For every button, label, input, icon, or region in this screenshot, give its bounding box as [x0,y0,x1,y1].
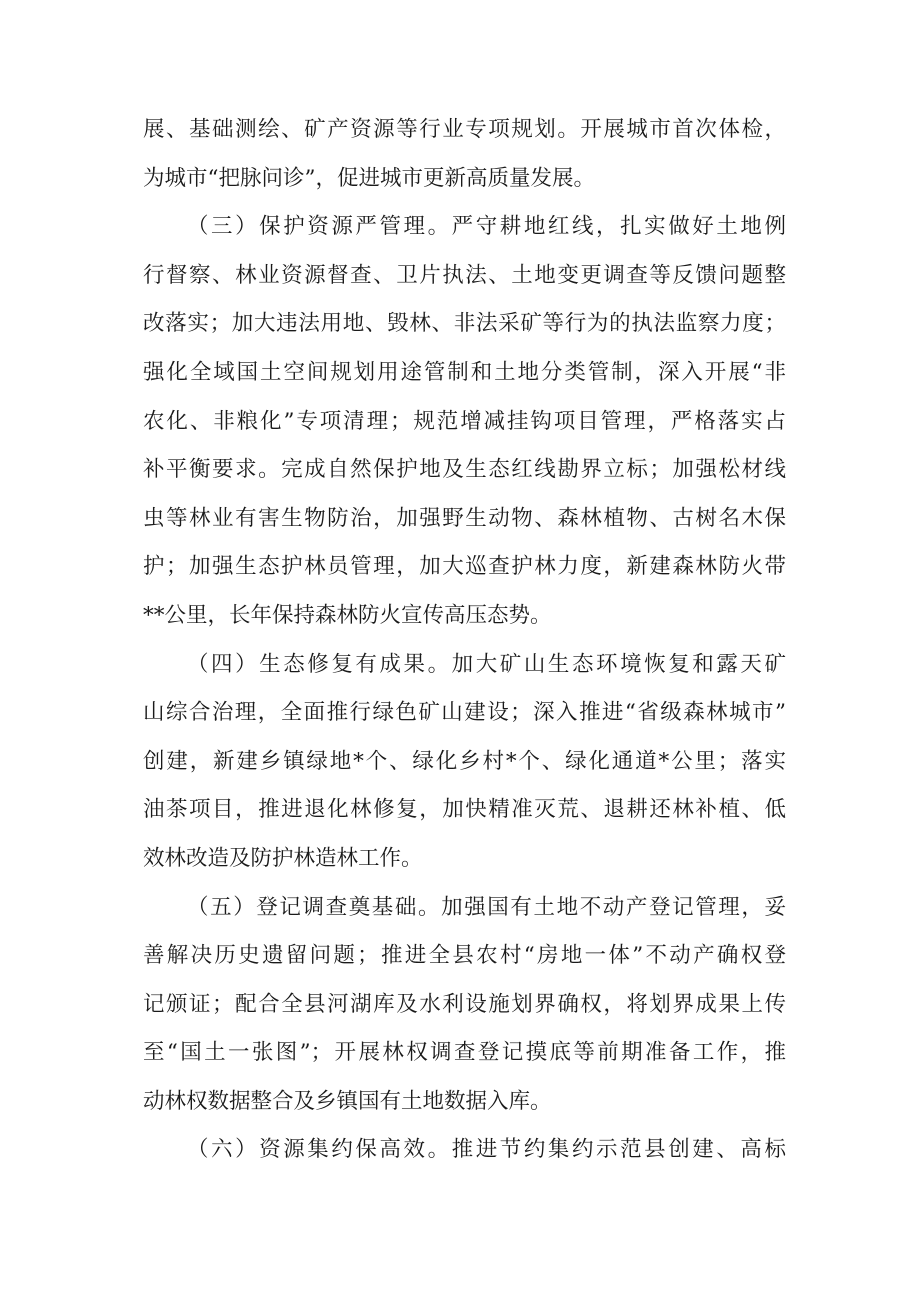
section-heading-line: （三）保护资源严管理。严守耕地红线，扎实做好土地例 [187,214,786,240]
text-line: **公里，长年保持森林防火宣传高压态势。 [143,602,552,628]
text-line: 行督察、林业资源督查、卫片执法、土地变更调查等反馈问题整 [143,262,786,288]
text-line: 补平衡要求。完成自然保护地及生态红线勘界立标；加强松材线 [143,457,786,483]
text-line: 创建，新建乡镇绿地*个、绿化乡村*个、绿化通道*公里；落实 [143,748,786,774]
text-line: 效林改造及防护林造林工作。 [143,845,423,871]
text-line: 至“国土一张图”；开展林权调查登记摸底等前期准备工作，推 [143,1040,786,1066]
text-line: 虫等林业有害生物防治，加强野生动物、森林植物、古树名木保 [143,505,786,531]
text-line: 强化全域国土空间规划用途管制和土地分类管制，深入开展“非 [143,359,786,385]
text-line: 山综合治理，全面推行绿色矿山建设；深入推进“省级森林城市” [143,700,786,726]
text-line: 记颁证；配合全县河湖库及水利设施划界确权，将划界成果上传 [143,991,786,1017]
text-line: 改落实；加大违法用地、毁林、非法采矿等行为的执法监察力度； [143,311,786,337]
text-line: 为城市“把脉问诊”，促进城市更新高质量发展。 [143,165,595,191]
document-body [143,106,786,1175]
text-line: 善解决历史遗留问题；推进全县农村“房地一体”不动产确权登 [143,943,786,969]
section-heading-line: （六）资源集约保高效。推进节约集约示范县创建、高标 [187,1137,786,1163]
text-line: 动林权数据整合及乡镇国有土地数据入库。 [143,1088,552,1114]
section-heading-line: （五）登记调查奠基础。加强国有土地不动产登记管理，妥 [187,894,786,920]
text-line: 护；加强生态护林员管理，加大巡查护林力度，新建森林防火带 [143,554,786,580]
section-heading-line: （四）生态修复有成果。加大矿山生态环境恢复和露天矿 [187,651,786,677]
text-line: 农化、非粮化”专项清理；规范增减挂钩项目管理，严格落实占 [143,408,786,434]
text-line: 油茶项目，推进退化林修复，加快精准灭荒、退耕还林补植、低 [143,797,786,823]
text-line: 展、基础测绘、矿产资源等行业专项规划。开展城市首次体检， [143,117,786,142]
